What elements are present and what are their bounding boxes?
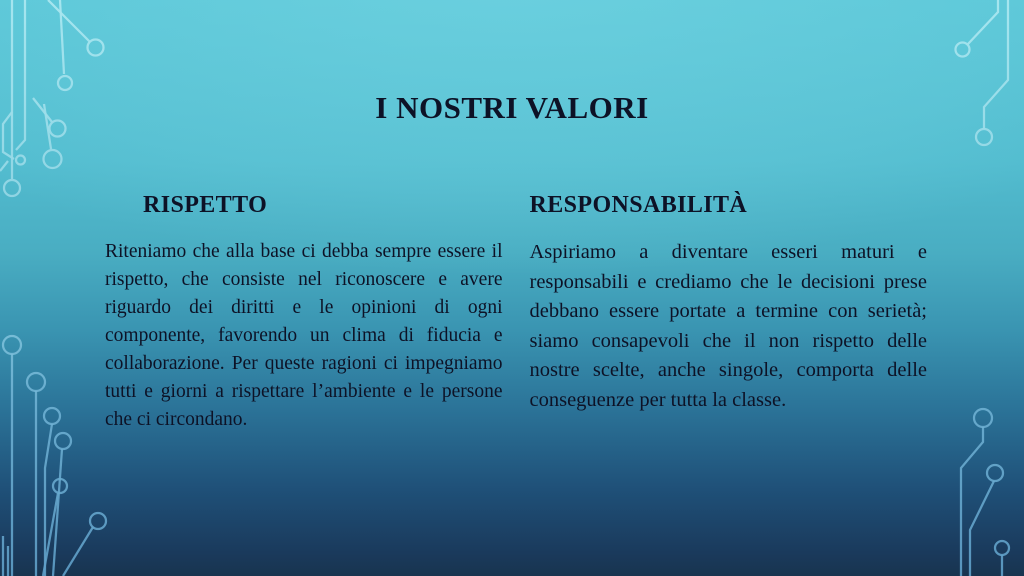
column-body-responsabilita: Aspiriamo a diventare esseri maturi e responsabili e crediamo che le decisioni prese debbano essere portate a termine con serietà; siamo consapevoli che il non rispetto delle nostre scelte, anche singole, comporta delle conseguenze per tutta la classe. — [529, 241, 927, 411]
column-rispetto — [105, 190, 503, 435]
slide-title: I NOSTRI VALORI — [375, 90, 649, 125]
content-columns — [105, 190, 927, 435]
column-body-rispetto: Riteniamo che alla base ci debba sempre essere il rispetto, che consiste nel riconoscere e avere riguardo dei diritti e le opinioni di ogni componente, favorendo un clima di fiducia e collaborazione. Per queste ragioni ci impegniamo tutti e giorni a rispettare l’ambiente e le persone che ci circondano. — [105, 241, 503, 431]
column-heading-responsabilita: RESPONSABILITÀ — [529, 192, 748, 218]
column-responsabilita — [530, 190, 928, 435]
column-heading-rispetto: RISPETTO — [143, 192, 268, 218]
